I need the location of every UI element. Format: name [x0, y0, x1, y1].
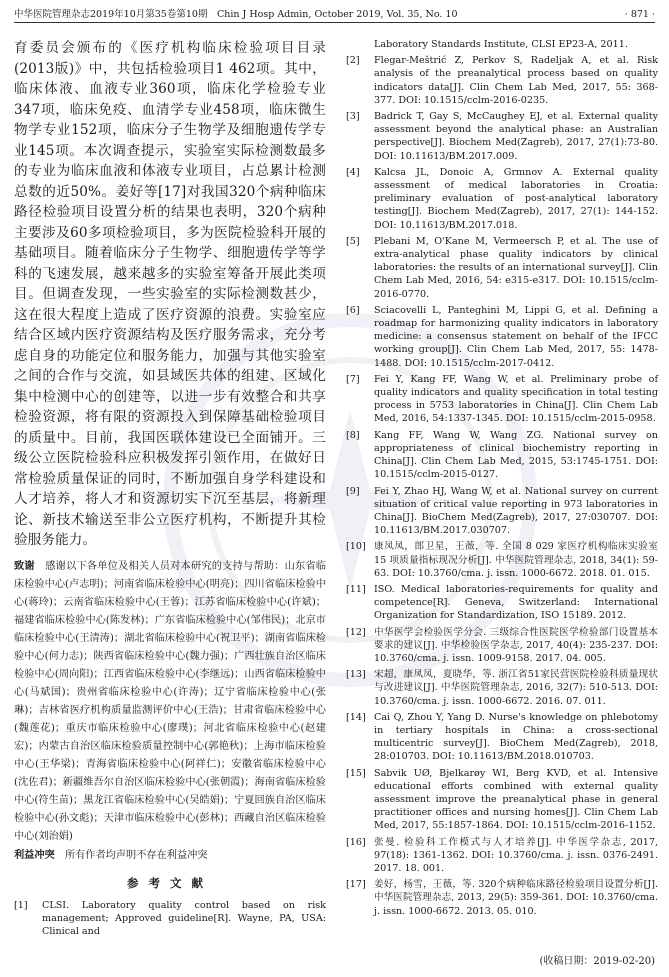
reference-number: [17]: [346, 879, 366, 891]
reference-item: [346, 540, 658, 580]
reference-item: [346, 767, 658, 833]
reference-item: [346, 304, 658, 370]
journal-citation: 中华医院管理杂志2019年10月第35卷第10期 Chin J Hosp Admin, October 2019, Vol. 35, No. 10: [14, 9, 458, 20]
reference-number: [2]: [346, 55, 360, 67]
reference-number: [11]: [346, 583, 366, 595]
left-column: [14, 38, 326, 941]
reference-item: [346, 626, 658, 666]
reference-number: [6]: [346, 304, 360, 316]
reference-text: 宋超，康凤凤，夏晓华，等. 浙江省51家民营医院检验科质量现状与改进建议[J]. 中华医院管理杂志, 2016, 32(7): 510-513. DOI: 10.3760/cma. j. issn. 1000-6672. 2016. 07. 011.: [374, 669, 658, 707]
reference-item: [346, 429, 658, 482]
reference-number: [12]: [346, 626, 366, 638]
reference-number: [9]: [346, 485, 360, 497]
reference-text: Flegar-Meštrić Z, Perkov S, Radeljak A, et al. Risk analysis of the preanalytical process based on quality indicators data[J]. Clin Chem Lab Med, 2017, 55: 368-377. DOI: 10.1515/cclm-2016-0235.: [374, 55, 658, 106]
reference-text: Badrick T, Gay S, McCaughey EJ, et al. External quality assessment beyond the analytical phase: an Australian perspective[J]. Biochem Med(Zagreb), 2017, 27(1):73-80. DOI: 10.11613/BM.2017.009.: [374, 111, 658, 162]
reference-item: [346, 711, 658, 764]
reference-continuation: Laboratory Standards Institute, CLSI EP23-A, 2011.: [374, 39, 628, 50]
references-heading: 参考文献: [127, 875, 213, 890]
right-column: [346, 38, 658, 921]
reference-text: Cai Q, Zhou Y, Yang D. Nurse's knowledge on phlebotomy in tertiary hospitals in China: a cross-sectional multicentric survey[J]. BioChem Med(Zagreb), 2018, 28:010703. DOI: 10.11613/BM.2018.010703.: [374, 711, 658, 763]
reference-text: ISO. Medical laboratories-requirements for quality and competence[R]. Geneva, Switzerland: International Organization for Standardization, ISO 15189. 2012.: [374, 583, 658, 622]
reference-text: Sabvik UØ, Bjelkarøy WI, Berg KVD, et al. Intensive educational efforts combined with external quality assessment improve the preanalytical phase in general practitioner offices and nursing homes[J]. Clin Chem Lab Med, 2017, 55:1857-1864. DOI: 10.1515/cclm-2016-1152.: [374, 767, 658, 832]
reference-text: 中华医学会检验医学分会. 三级综合性医院医学检验部门设置基本要求的建议[J]. 中华检验医学杂志, 2017, 40(4): 235-237. DOI: 10.3760/cma. j. issn. 1009-9158. 2017. 04. 005.: [374, 626, 658, 664]
reference-text: Kang FF, Wang W, Wang ZG. National survey on appropriateness of clinical biochemistry reporting in China[J]. Clin Chem Lab Med, 2015, 53:1745-1751. DOI: 10.1515/cclm-2015-0127.: [374, 429, 658, 481]
reference-number: [13]: [346, 669, 366, 681]
reference-text: Plebani M, O'Kane M, Vermeersch P, et al. The use of extra-analytical phase quality indicators by clinical laboratories: the results of an international survey[J]. Clin Chem Lab Med, 2016, 54: e315-e317. DOI: 10.1515/cclm-2016-0770.: [374, 235, 658, 300]
discussion-paragraph: 育委员会颁布的《医疗机构临床检验项目目录(2013版)》中，共包括检验项目1 462项。其中，临床体液、血液专业360项，临床化学检验专业347项，临床免疫、血清学专业458项，临床微生物学专业152项，临床分子生物学及细胞遗传学专业145项。本次调查提示，实验室实际检测数最多的专业为临床血液和体液专业项目，占总累计检测总数的近50%。姜好等[17]对我国320个病种临床路径检验项目设置分析的结果也表明，320个病种主要涉及60多项检验项目，多为医院检验科开展的基础项目。随着临床分子生物学、细胞遗传学等学科的飞速发展，越来越多的实验室筹备开展此类项目。但调查发现，一些实验室的实际检测数甚少，这在很大程度上造成了医疗资源的浪费。实验室应结合区域内医疗资源结构及医疗服务需求，充分考虑自身的功能定位和服务能力，加强与其他实验室之间的合作与交流，如县域医共体的组建、区域化集中检测中心的创建等，以进一步有效整合和共享检验资源，将有限的资源投入到保障基础检验项目的质量中。目前，我国医联体建设已全面铺开。三级公立医院检验科应积极发挥引领作用，在做好日常检验质量保证的同时，不断加强自身学科建设和人才培养，将人才和资源切实下沉至基层，将新理论、新技术输送至非公立医疗机构，不断提升其检验服务能力。: [14, 40, 326, 548]
reference-item: [346, 54, 658, 107]
reference-item: [346, 583, 658, 623]
reference-number: [5]: [346, 235, 360, 247]
page-number: · 871 ·: [624, 9, 655, 20]
reference-text: CLSI. Laboratory quality control based on risk management; Approved guideline[R]. Wayne, PA, USA: Clinical and: [42, 899, 326, 937]
reference-item: [346, 668, 658, 708]
acknowledgement: [14, 557, 326, 846]
conflict-statement: [14, 846, 326, 865]
references-list-right: [346, 54, 658, 918]
reference-text: 康凤凤，郎卫星，王薇，等. 全国 8 029 家医疗机构临床实验室 15 项质量指标现况分析[J]. 中华医院管理杂志, 2018, 34(1): 59-63. DOI: 10.3760/cma. j. issn. 1000-6672. 2018. 01. 015.: [374, 541, 658, 579]
received-date: (收稿日期：2019-02-20): [539, 956, 655, 967]
reference-number: [15]: [346, 767, 366, 779]
reference-item: [14, 899, 326, 939]
reference-text: 张曼. 检验科工作模式与人才培养[J]. 中华医学杂志, 2017, 97(18): 1361-1362. DOI: 10.3760/cma. j. issn. 0376-2491. 2017. 18. 001.: [374, 836, 658, 874]
reference-number: [3]: [346, 111, 360, 123]
reference-item: [346, 166, 658, 232]
reference-number: [1]: [14, 899, 28, 911]
reference-text: Kalcsa JL, Donoic A, Grmnov A. External quality assessment of medical laboratories in Croatia: preliminary evaluation of post-analytical laboratory testing[J]. Biochem Med(Zagreb), 2017, 27(1): 144-152. DOI: 10.11613/BM.2017.018.: [374, 166, 658, 231]
reference-item: [346, 485, 658, 538]
reference-text: 姜好，杨雪，王薇，等. 320个病种临床路径检验项目设置分析[J]. 中华医院管理杂志, 2013, 29(5): 359-361. DOI: 10.3760/cma. j. issn. 1000-6672. 2013. 05. 010.: [374, 879, 658, 917]
conflict-text: 所有作者均声明不存在利益冲突: [64, 849, 208, 861]
reference-number: [16]: [346, 836, 366, 848]
reference-number: [8]: [346, 429, 360, 441]
acknowledgement-label: 致谢: [14, 559, 35, 572]
reference-item: [346, 235, 658, 301]
reference-number: [14]: [346, 711, 366, 723]
reference-item: [346, 836, 658, 876]
reference-item: [346, 878, 658, 918]
running-header: [14, 8, 655, 23]
reference-item: [346, 373, 658, 426]
acknowledgement-text: 感谢以下各单位及相关人员对本研究的支持与帮助：山东省临床检验中心(卢志明)；河南省临床检验中心(明亮)；四川省临床检验中心(蒋玲)；云南省临床检验中心(王蓉)；江苏省临床检验中心(许斌)；福建省临床检验中心(陈发林)；广东省临床检验中心(邹伟民)；北京市临床检验中心(王清涛)；湖北省临床检验中心(祝卫平)；湖南省临床检验中心(何力志)；陕西省临床检验中心(魏力强)；广西壮族自治区临床检验中心(周向阳)；江西省临床检验中心(李继远)；山西省临床检验中心(马斌国)；贵州省临床检验中心(许涛)；辽宁省临床检验中心(张琳)；吉林省医疗机构质量监测评价中心(王浩)；甘肃省临床检验中心(魏莲花)；重庆市临床检验中心(廖璞)；河北省临床检验中心(赵建宏)；内蒙古自治区临床检验质量控制中心(郭艳秋)；上海市临床检验中心(王华梁)；青海省临床检验中心(阿祥仁)；安徽省临床检验中心(沈佐君)；新疆维吾尔自治区临床检验中心(张朝霞)；海南省临床检验中心(符生苗)；黑龙江省临床检验中心(吴皓娟)；宁夏回族自治区临床检验中心(孙文彪)；天津市临床检验中心(彭林)；西藏自治区临床检验中心(刘治娟): [14, 560, 327, 842]
conflict-label: 利益冲突: [14, 848, 55, 861]
references-list-left: [14, 899, 326, 939]
reference-text: Fei Y, Kang FF, Wang W, et al. Preliminary probe of quality indicators and quality specification in total testing process in 5753 laboratories in China[J]. Clin Chem Lab Med, 2016, 54:1337-1345. DOI: 10.1515/cclm-2015-0958.: [374, 373, 658, 425]
reference-text: Sciacovelli L, Panteghini M, Lippi G, et al. Defining a roadmap for harmonizing quality indicators in laboratory medicine: a consensus statement on behalf of the IFCC working group[J]. Clin Chem Lab Med, 2017, 55: 1478-1488. DOI: 10.1515/cclm-2017-0412.: [374, 304, 658, 369]
reference-number: [7]: [346, 373, 360, 385]
reference-number: [4]: [346, 166, 360, 178]
reference-text: Fei Y, Zhao HJ, Wang W, et al. National survey on current situation of critical value reporting in 973 laboratories in China[J]. BioChem Med(Zagreb), 2017, 27:030707. DOI: 10.11613/BM.2017.030707.: [374, 485, 658, 537]
reference-number: [10]: [346, 541, 366, 553]
reference-item: [346, 110, 658, 163]
